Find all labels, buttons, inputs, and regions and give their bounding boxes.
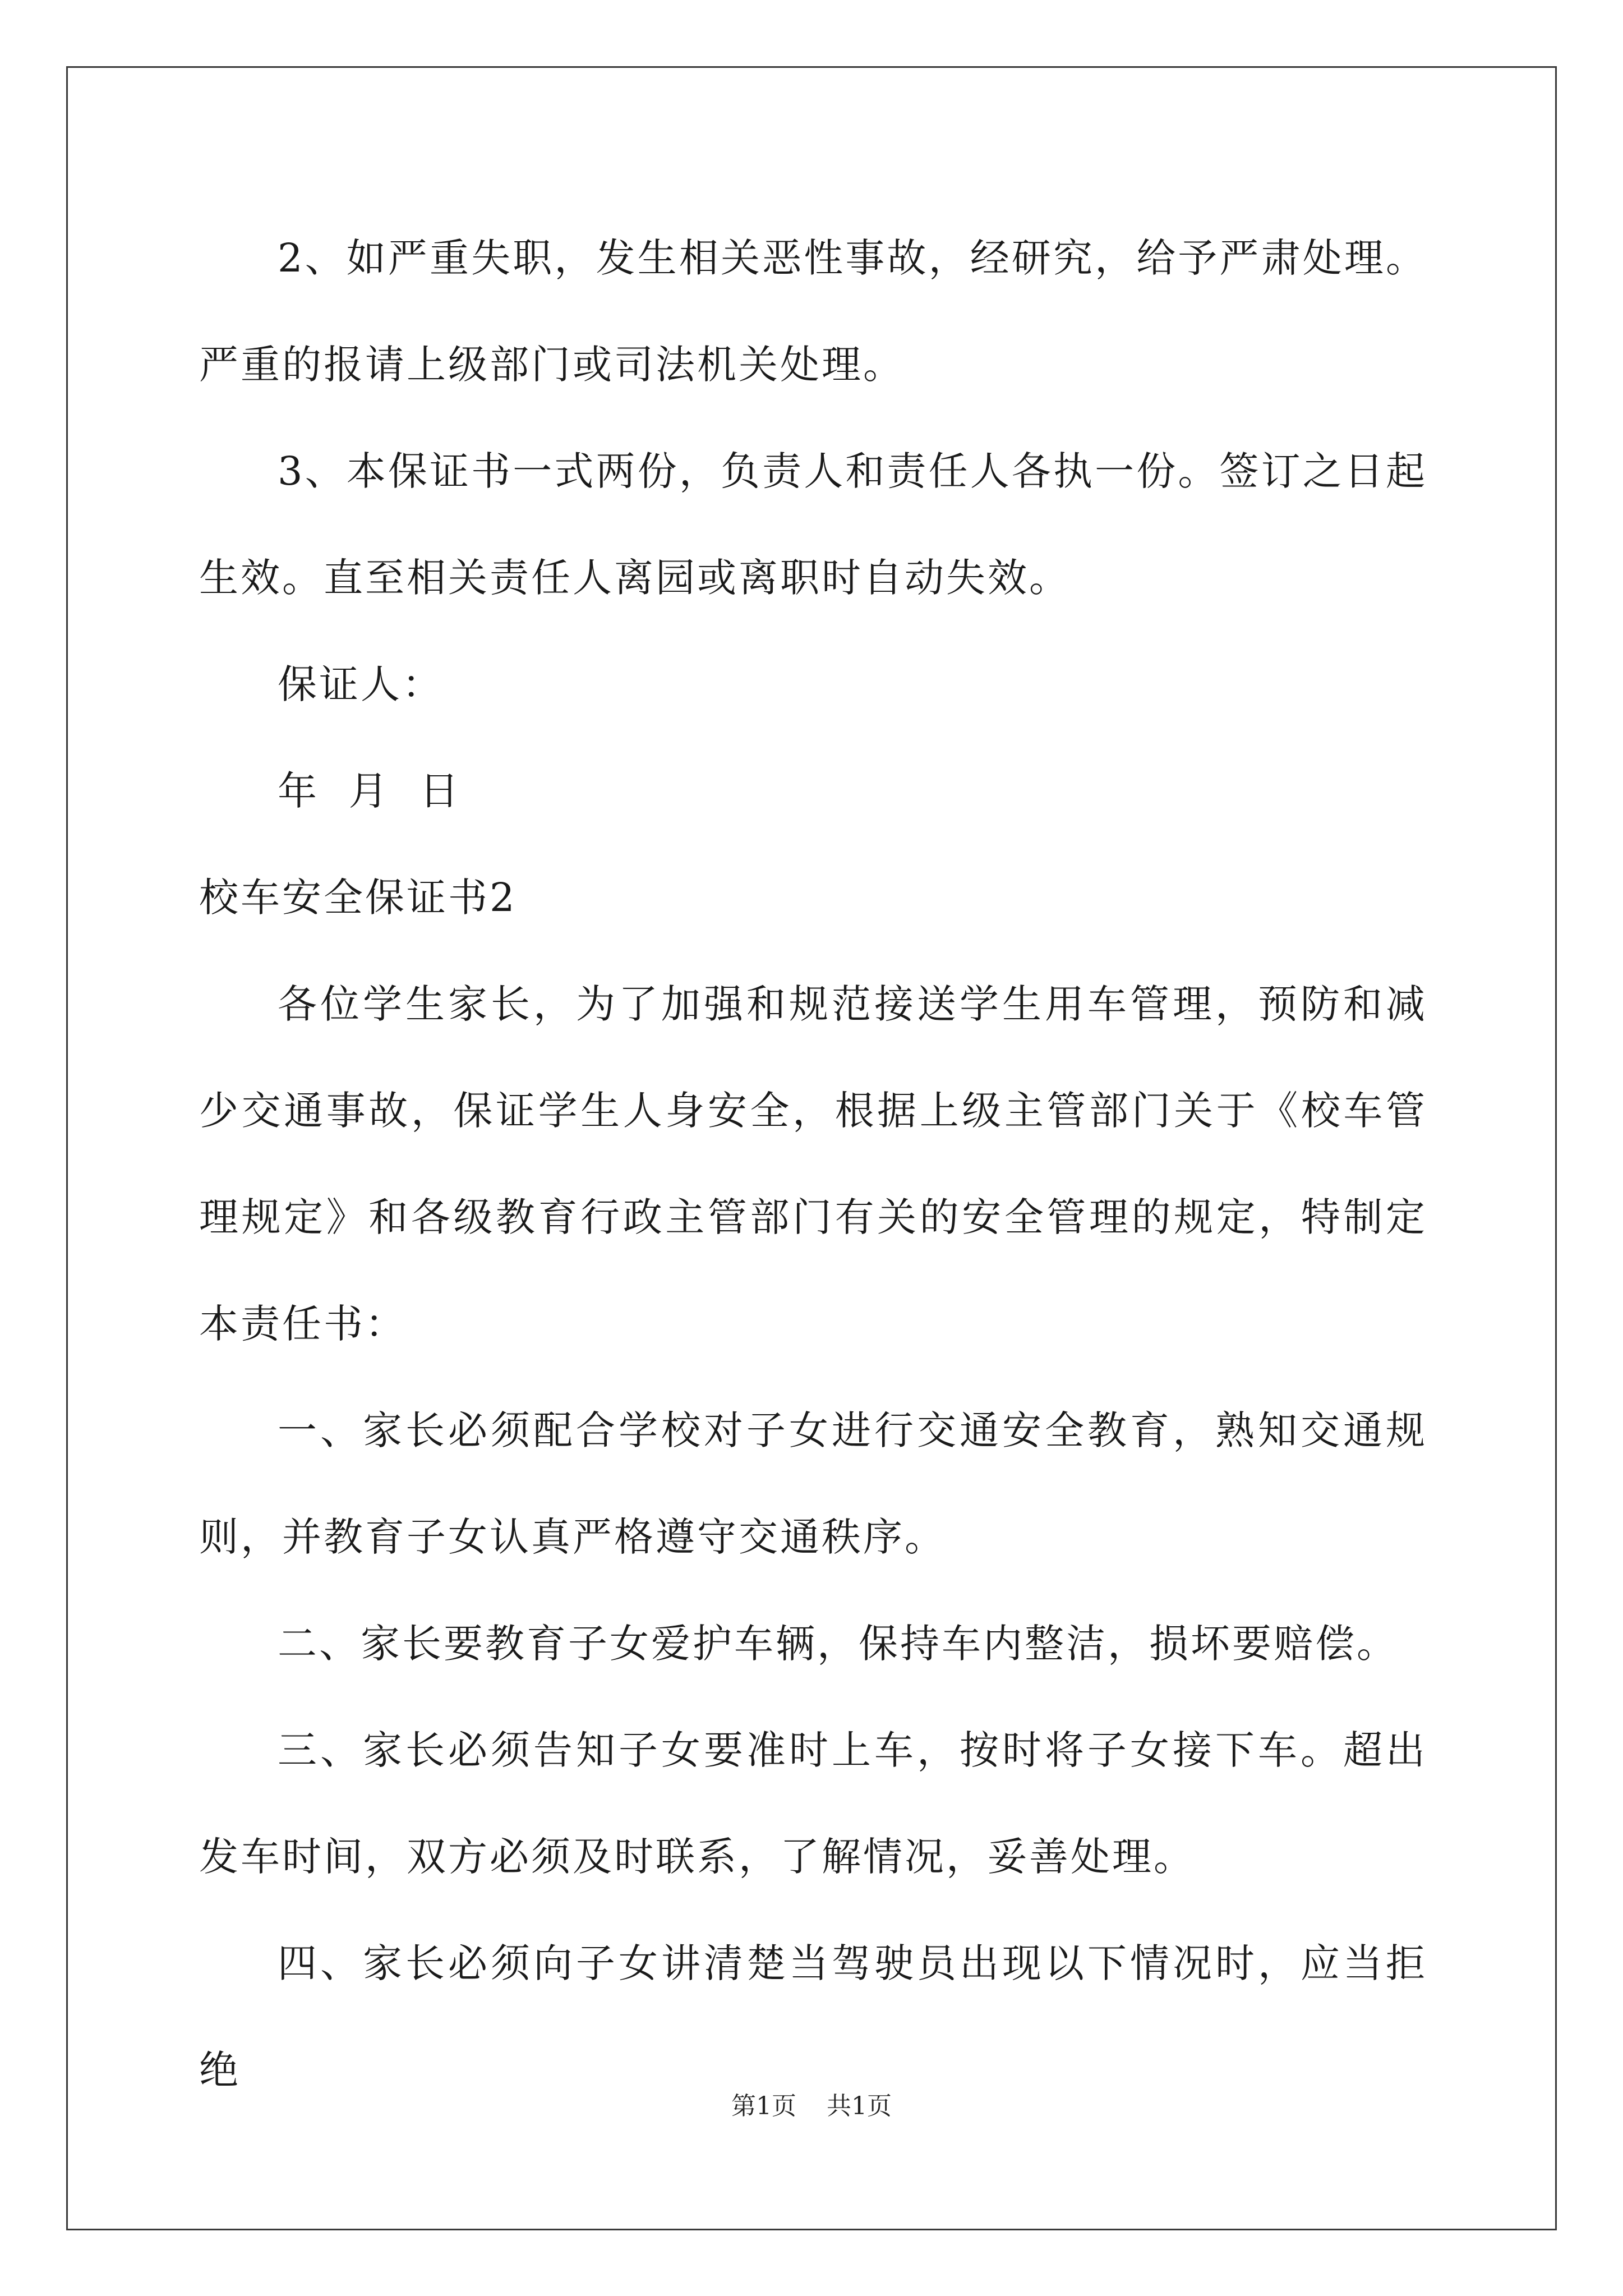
date-line: 年 月 日	[278, 768, 462, 814]
paragraph-intro: 各位学生家长，为了加强和规范接送学生用车管理，预防和减少交通事故，保证学生人身安全，根据上级主管部门关于《校车管理规定》和各级教育行政主管部门有关的安全管理的规定，特制定本责任书：	[199, 981, 1427, 1347]
paragraph-item-1: 一、家长必须配合学校对子女进行交通安全教育，熟知交通规则，并教育子女认真严格遵守交通秩序。	[199, 1407, 1427, 1560]
paragraph-item-2: 二、家长要教育子女爱护车辆，保持车内整洁，损坏要赔偿。	[278, 1621, 1398, 1667]
paragraph-clause-2: 2、如严重失职，发生相关恶性事故，经研究，给予严肃处理。严重的报请上级部门或司法机关处理。	[199, 235, 1427, 388]
page-number: 第1页	[731, 2092, 796, 2120]
document-body	[199, 205, 1427, 2123]
paragraph-clause-3: 3、本保证书一式两份，负责人和责任人各执一份。签订之日起生效。直至相关责任人离园或离职时自动失效。	[199, 448, 1427, 601]
page-footer	[0, 2090, 1623, 2123]
guarantor-label: 保证人：	[278, 661, 444, 707]
section-title: 校车安全保证书2	[199, 875, 517, 921]
page-total: 共1页	[827, 2092, 892, 2120]
paragraph-item-4: 四、家长必须向子女讲清楚当驾驶员出现以下情况时，应当拒绝	[199, 1940, 1427, 2093]
paragraph-item-3: 三、家长必须告知子女要准时上车，按时将子女接下车。超出发车时间，双方必须及时联系，了解情况，妥善处理。	[199, 1727, 1427, 1880]
